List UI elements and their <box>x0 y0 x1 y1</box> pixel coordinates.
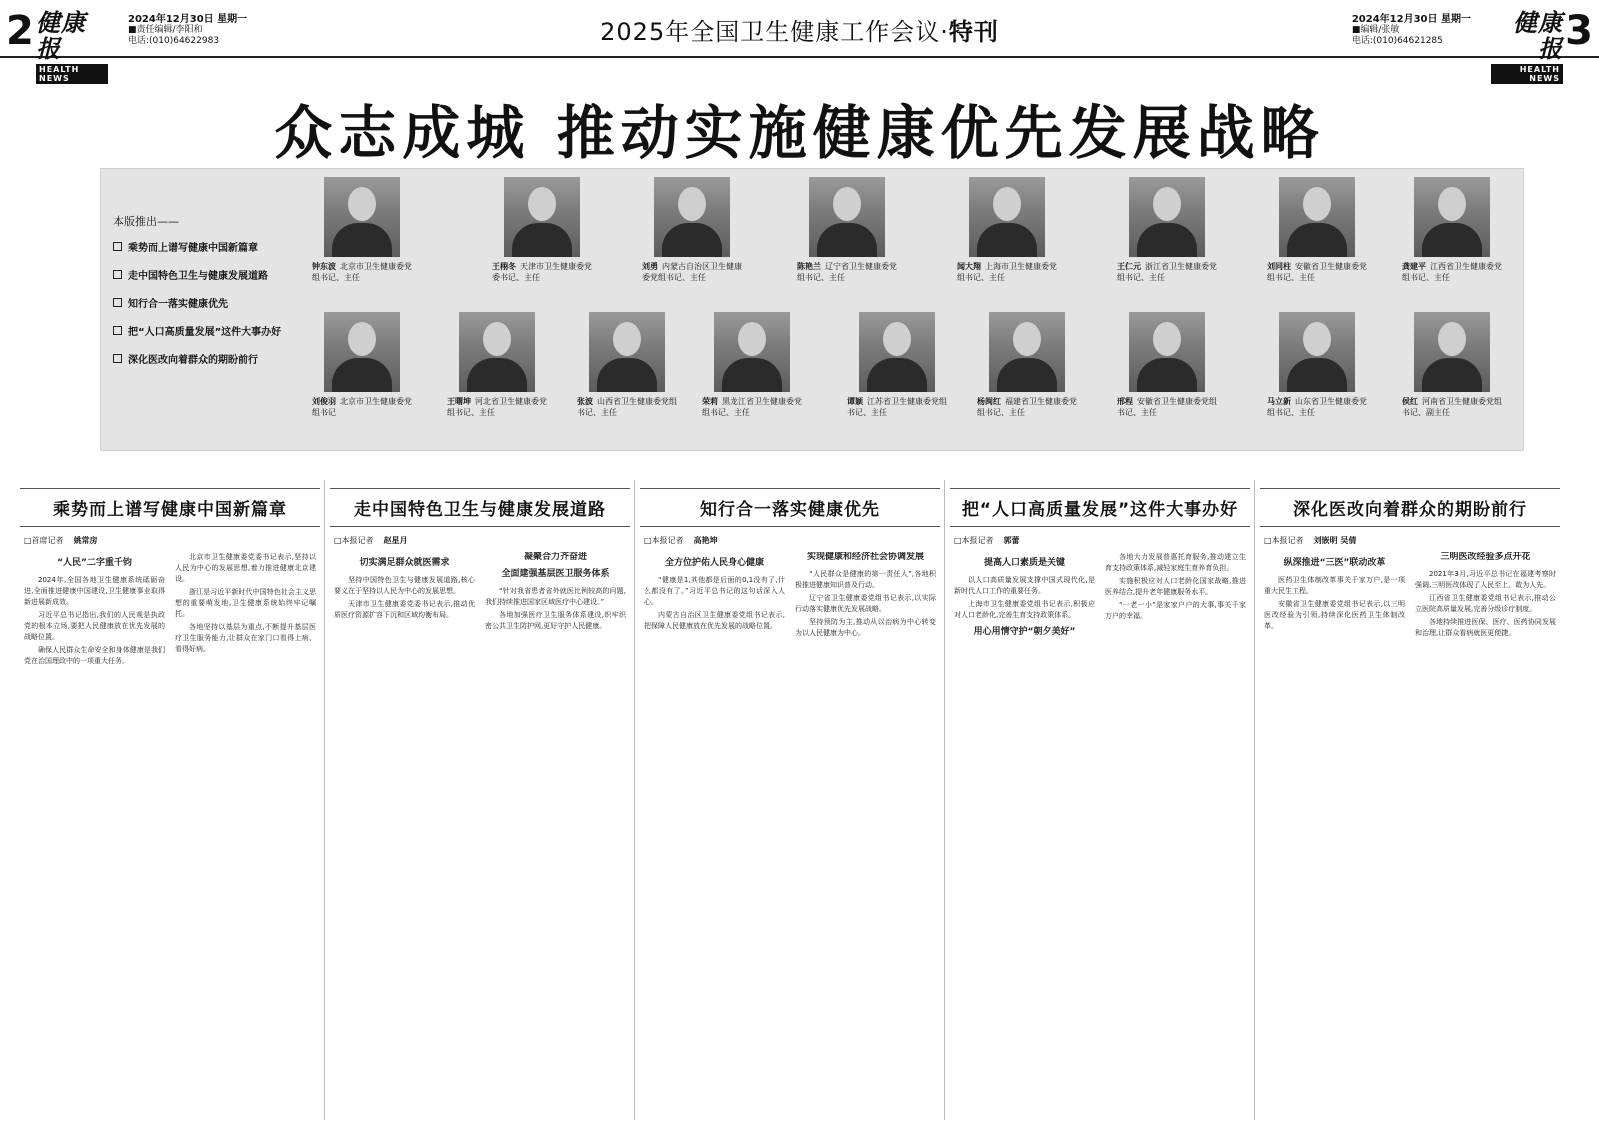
portrait-body <box>1422 358 1482 392</box>
official-portrait <box>306 177 416 283</box>
official-title: 江西省卫生健康委党组书记、主任 <box>1402 262 1502 282</box>
issue-date: 2024年12月30日 星期一 <box>1351 14 1471 25</box>
editor-line: ■编辑/张敏 <box>1351 25 1400 35</box>
portrait-caption <box>951 261 1061 283</box>
portrait-photo <box>1414 312 1490 392</box>
section-title: 知行合一落实健康优先 <box>640 488 940 527</box>
toc-item-label: 知行合一落实健康优先 <box>128 299 228 310</box>
column-divider <box>324 480 325 1120</box>
toc-intro: 本版推出—— <box>113 215 179 228</box>
article-body <box>20 552 320 1112</box>
checkbox-square-icon <box>113 298 122 307</box>
portrait-photo <box>1129 312 1205 392</box>
banner-text: 2025年全国卫生健康工作会议· <box>600 18 949 46</box>
article-body <box>640 552 940 1112</box>
subheading: “人民”二字重千钧 <box>57 558 132 568</box>
official-name: 马立新 <box>1267 397 1291 406</box>
official-name: 刘勇 <box>642 262 658 271</box>
toc-item[interactable] <box>113 239 303 254</box>
portrait-body <box>722 358 782 392</box>
checkbox-square-icon <box>113 354 122 363</box>
byline <box>1264 535 1560 546</box>
official-name: 侯红 <box>1402 397 1418 406</box>
paragraph: 坚持中国特色卫生与健康发展道路,核心要义在于坚持以人民为中心的发展思想。 <box>334 576 475 595</box>
portrait-head <box>678 187 706 221</box>
portrait-caption <box>1396 396 1506 418</box>
official-title: 上海市卫生健康委党组书记、主任 <box>957 262 1057 282</box>
column-divider <box>1254 480 1255 1120</box>
byline <box>24 535 320 546</box>
portrait-caption <box>1396 261 1506 283</box>
section-title: 深化医改向着群众的期盼前行 <box>1260 488 1560 527</box>
section-title: 乘势而上谱写健康中国新篇章 <box>20 488 320 527</box>
portrait-caption <box>306 261 416 283</box>
official-portrait <box>951 177 1061 283</box>
official-title: 江苏省卫生健康委党组书记、主任 <box>847 397 947 417</box>
paragraph: 浙江是习近平新时代中国特色社会主义思想的重要萌发地,卫生健康系统始终牢记嘱托。 <box>175 588 316 618</box>
paragraph: 各地坚持以基层为重点,不断提升基层医疗卫生服务能力,让群众在家门口看得上病、看得好病。 <box>175 623 316 653</box>
official-title: 黑龙江省卫生健康委党组书记、主任 <box>702 397 802 417</box>
paragraph: 北京市卫生健康委党委书记表示,坚持以人民为中心的发展思想,着力推进健康北京建设。 <box>175 553 316 583</box>
paragraph: 天津市卫生健康委党委书记表示,推动优质医疗资源扩容下沉和区域均衡布局。 <box>334 600 475 619</box>
portrait-photo <box>989 312 1065 392</box>
portrait-head <box>883 322 911 356</box>
official-portrait <box>636 177 746 283</box>
official-name: 王曙坤 <box>447 397 471 406</box>
portrait-body <box>997 358 1057 392</box>
portrait-body <box>332 358 392 392</box>
author-name: 高艳坤 <box>693 536 718 545</box>
official-title: 福建省卫生健康委党组书记、主任 <box>977 397 1077 417</box>
portrait-body <box>597 358 657 392</box>
official-name: 王仁元 <box>1117 262 1141 271</box>
subheading: 全面建强基层医卫服务体系 <box>501 569 610 579</box>
portrait-photo <box>1279 177 1355 257</box>
portrait-body <box>662 223 722 257</box>
portrait-photo <box>1414 177 1490 257</box>
paragraph: 安徽省卫生健康委党组书记表示,以三明医改经验为引领,持续深化医药卫生体制改革。 <box>1264 600 1405 630</box>
official-title: 山东省卫生健康委党组书记、主任 <box>1267 397 1367 417</box>
subheading: 实现健康和经济社会协调发展 <box>806 552 924 562</box>
author-name: 郭蕾 <box>1003 536 1020 545</box>
official-portrait <box>1396 312 1506 418</box>
portrait-photo <box>324 312 400 392</box>
main-headline: 众志成城 推动实施健康优先发展战略 <box>274 99 1325 167</box>
paragraph: 习近平总书记指出,我们的人民观是执政党的根本立场,要把人民健康放在优先发展的战略位置。 <box>24 611 165 641</box>
official-title: 辽宁省卫生健康委党组书记、主任 <box>797 262 897 282</box>
section-title: 走中国特色卫生与健康发展道路 <box>330 488 630 527</box>
official-portrait <box>1111 177 1221 283</box>
editor-line: ■责任编辑/李阳和 <box>128 25 203 35</box>
byline-label: □本报记者 <box>644 536 684 545</box>
official-portrait <box>971 312 1081 418</box>
byline <box>334 535 630 546</box>
paragraph: 以人口高质量发展支撑中国式现代化,是新时代人口工作的重要任务。 <box>954 576 1095 595</box>
page-number-left: 2 <box>6 8 34 54</box>
official-name: 陈艳兰 <box>797 262 821 271</box>
portrait-head <box>1438 322 1466 356</box>
official-title: 安徽省卫生健康委党组书记、主任 <box>1117 397 1217 417</box>
portrait-body <box>977 223 1037 257</box>
article-column <box>1260 470 1560 1131</box>
banner-bold-text: 特刊 <box>948 18 999 46</box>
portrait-head <box>348 187 376 221</box>
official-portrait <box>306 312 416 418</box>
official-portrait <box>441 312 551 418</box>
author-name: 赵星月 <box>383 536 408 545</box>
portrait-photo <box>969 177 1045 257</box>
table-of-contents <box>113 213 303 379</box>
official-portrait <box>791 177 901 283</box>
byline <box>644 535 940 546</box>
portrait-body <box>1137 358 1197 392</box>
article-column <box>640 470 940 1131</box>
subheading: 切实满足群众就医需求 <box>359 558 450 568</box>
official-title: 山西省卫生健康委党组书记、主任 <box>577 397 677 417</box>
toc-item-label: 走中国特色卫生与健康发展道路 <box>128 271 268 282</box>
official-portrait <box>1396 177 1506 283</box>
toc-list <box>113 239 303 366</box>
portrait-body <box>1137 223 1197 257</box>
byline <box>954 535 1250 546</box>
issue-date: 2024年12月30日 星期一 <box>128 14 248 25</box>
portrait-head <box>483 322 511 356</box>
official-title: 天津市卫生健康委党委书记、主任 <box>492 262 592 282</box>
brand-name: 健康报 <box>36 8 86 63</box>
official-portrait <box>1111 312 1221 418</box>
portrait-photo <box>324 177 400 257</box>
portrait-body <box>1287 223 1347 257</box>
portrait-caption <box>971 396 1081 418</box>
portrait-head <box>613 322 641 356</box>
paragraph: 医药卫生体制改革事关千家万户,是一项重大民生工程。 <box>1264 576 1405 595</box>
subheading: 纵深推进“三医”联动改革 <box>1283 558 1386 568</box>
portrait-head <box>993 187 1021 221</box>
paragraph: “针对我省患者省外就医比例较高的问题,我们持续推进国家区域医疗中心建设。” <box>485 587 626 606</box>
portrait-photo <box>714 312 790 392</box>
article-body <box>330 552 630 1112</box>
article-body <box>950 552 1250 1112</box>
checkbox-square-icon <box>113 242 122 251</box>
portrait-caption <box>1111 261 1221 283</box>
page-number-right: 3 <box>1565 8 1593 54</box>
byline-label: □本报记者 <box>954 536 994 545</box>
author-name: 姚常房 <box>73 536 98 545</box>
column-divider <box>634 480 635 1120</box>
portrait-caption <box>571 396 681 418</box>
portrait-head <box>528 187 556 221</box>
portrait-head <box>348 322 376 356</box>
section-title: 把“人口高质量发展”这件大事办好 <box>950 488 1250 527</box>
brand-en: HEALTH NEWS <box>1491 64 1563 84</box>
checkbox-square-icon <box>113 326 122 335</box>
official-title: 河南省卫生健康委党组书记、副主任 <box>1402 397 1502 417</box>
subheading: 三明医改经验多点开花 <box>1440 552 1531 562</box>
paragraph: 坚持预防为主,推动从以治病为中心转变为以人民健康为中心。 <box>795 618 936 637</box>
paragraph: 2021年3月,习近平总书记在福建考察时强调,三明医改体现了人民至上、敢为人先。 <box>1415 570 1556 589</box>
paragraph: 江西省卫生健康委党组书记表示,推动公立医院高质量发展,完善分级诊疗制度。 <box>1415 594 1556 613</box>
portrait-body <box>817 223 877 257</box>
paragraph: 辽宁省卫生健康委党组书记表示,以实际行动落实健康优先发展战略。 <box>795 594 936 613</box>
official-name: 谭颖 <box>847 397 863 406</box>
toc-item-label: 深化医改向着群众的期盼前行 <box>128 355 258 366</box>
brand-en: HEALTH NEWS <box>36 64 108 84</box>
portrait-caption <box>486 261 596 283</box>
phone-line: 电话:(010)64621285 <box>1351 36 1443 46</box>
subheading: 用心用情守护“朝夕美好” <box>973 627 1076 637</box>
subheading: 凝聚合力齐奋进 <box>523 552 587 562</box>
portrait-head <box>1153 187 1181 221</box>
portrait-caption <box>841 396 951 418</box>
portrait-head <box>1438 187 1466 221</box>
phone-line: 电话:(010)64622983 <box>128 36 220 46</box>
portrait-head <box>1153 322 1181 356</box>
edition-meta-right <box>1352 14 1471 47</box>
portrait-body <box>512 223 572 257</box>
portrait-photo <box>859 312 935 392</box>
official-title: 北京市卫生健康委党组书记、主任 <box>312 262 412 282</box>
portrait-head <box>1303 322 1331 356</box>
subheading: 全方位护佑人民身心健康 <box>664 558 764 568</box>
portrait-caption <box>1261 396 1371 418</box>
toc-item-label: 把“人口高质量发展”这件大事办好 <box>128 327 282 338</box>
official-portrait <box>1261 177 1371 283</box>
portrait-caption <box>1261 261 1371 283</box>
portrait-head <box>833 187 861 221</box>
portrait-caption <box>441 396 551 418</box>
official-name: 邢程 <box>1117 397 1133 406</box>
portrait-photo <box>809 177 885 257</box>
official-portrait <box>841 312 951 418</box>
article-body <box>1260 552 1560 1112</box>
portrait-body <box>867 358 927 392</box>
portrait-photo <box>654 177 730 257</box>
official-name: 刘同柱 <box>1267 262 1291 271</box>
portrait-caption <box>306 396 416 418</box>
official-name: 王栩冬 <box>492 262 516 271</box>
official-name: 龚建平 <box>1402 262 1426 271</box>
portrait-photo <box>459 312 535 392</box>
paragraph: 2024年,全国各地卫生健康系统砥砺奋进,全面推进健康中国建设,卫生健康事业取得新进展新成效。 <box>24 576 165 606</box>
portrait-panel <box>100 168 1524 451</box>
checkbox-square-icon <box>113 270 122 279</box>
article-column <box>20 470 320 1131</box>
paragraph: 各地持续推进医保、医疗、医药协同发展和治理,让群众看病就医更便捷。 <box>1415 618 1556 637</box>
brand-name: 健康报 <box>1513 8 1563 63</box>
official-name: 荣莉 <box>702 397 718 406</box>
portrait-head <box>1013 322 1041 356</box>
official-name: 闻大翔 <box>957 262 981 271</box>
column-divider <box>944 480 945 1120</box>
paragraph: 各地加强医疗卫生服务体系建设,织牢织密公共卫生防护网,更好守护人民健康。 <box>485 611 626 630</box>
official-portrait <box>1261 312 1371 418</box>
portrait-photo <box>1129 177 1205 257</box>
toc-item-label: 乘势而上谱写健康中国新篇章 <box>128 243 258 254</box>
official-portrait <box>696 312 806 418</box>
portrait-photo <box>504 177 580 257</box>
toc-item[interactable] <box>113 351 303 366</box>
masthead <box>0 0 1599 83</box>
official-portrait <box>571 312 681 418</box>
toc-item[interactable] <box>113 267 303 282</box>
official-name: 刘俊羽 <box>312 397 336 406</box>
paragraph: 确保人民群众生命安全和身体健康是我们党在治国理政中的一项重大任务。 <box>24 646 165 665</box>
portrait-photo <box>1279 312 1355 392</box>
official-name: 杨闽红 <box>977 397 1001 406</box>
byline-label: □首席记者 <box>24 536 64 545</box>
official-name: 钟东波 <box>312 262 336 271</box>
paragraph: “人民群众是健康的第一责任人”,各地积极推进健康知识普及行动。 <box>795 570 936 589</box>
portrait-caption <box>636 261 746 283</box>
portrait-caption <box>791 261 901 283</box>
article-column <box>330 470 630 1131</box>
official-title: 安徽省卫生健康委党组书记、主任 <box>1267 262 1367 282</box>
paragraph: 上海市卫生健康委党组书记表示,积极应对人口老龄化,完善生育支持政策体系。 <box>954 600 1095 619</box>
brand-logo-right <box>1491 10 1563 85</box>
paragraph: 各地大力发展普惠托育服务,推动建立生育支持政策体系,减轻家庭生育养育负担。 <box>1105 553 1246 572</box>
portrait-body <box>467 358 527 392</box>
paragraph: “健康是1,其他都是后面的0,1没有了,什么都没有了。”习近平总书记的这句话深入人心。 <box>644 576 785 606</box>
author-name: 刘嵌明 吴倩 <box>1313 536 1357 545</box>
paragraph: “一老一小”是家家户户的大事,事关千家万户的幸福。 <box>1105 601 1246 620</box>
subheading: 提高人口素质是关键 <box>983 558 1065 568</box>
official-name: 张波 <box>577 397 593 406</box>
official-title: 河北省卫生健康委党组书记、主任 <box>447 397 547 417</box>
official-title: 北京市卫生健康委党组书记 <box>312 397 412 417</box>
byline-label: □本报记者 <box>334 536 374 545</box>
official-portrait <box>486 177 596 283</box>
portrait-body <box>1287 358 1347 392</box>
article-column <box>950 470 1250 1131</box>
official-title: 内蒙古自治区卫生健康委党组书记、主任 <box>642 262 742 282</box>
portrait-caption <box>1111 396 1221 418</box>
portrait-head <box>1303 187 1331 221</box>
toc-item[interactable] <box>113 323 303 338</box>
portrait-body <box>1422 223 1482 257</box>
portrait-head <box>738 322 766 356</box>
toc-item[interactable] <box>113 295 303 310</box>
portrait-photo <box>589 312 665 392</box>
paragraph: 内蒙古自治区卫生健康委党组书记表示,把保障人民健康放在优先发展的战略位置。 <box>644 611 785 630</box>
article-sections <box>0 470 1599 1131</box>
portrait-body <box>332 223 392 257</box>
portrait-caption <box>696 396 806 418</box>
byline-label: □本报记者 <box>1264 536 1304 545</box>
paragraph: 实施积极应对人口老龄化国家战略,推进医养结合,提升老年健康服务水平。 <box>1105 577 1246 596</box>
official-title: 浙江省卫生健康委党组书记、主任 <box>1117 262 1217 282</box>
